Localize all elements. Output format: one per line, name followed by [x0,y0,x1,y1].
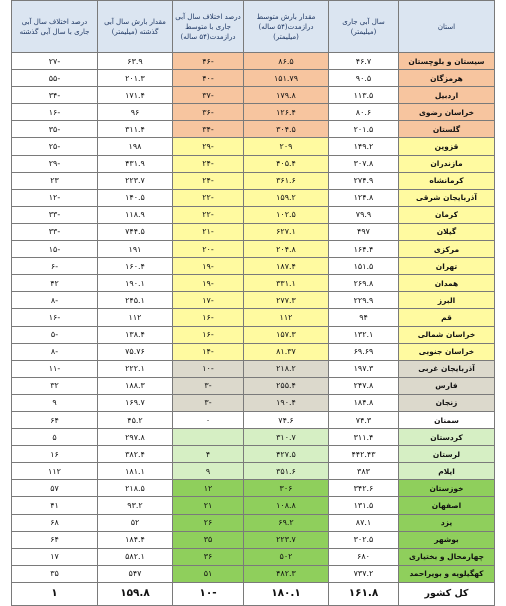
cell-previous: ۲۲۳.۷ [98,172,173,189]
cell-average: ۴۸۲.۳ [244,565,329,582]
cell-province: یزد [399,514,495,531]
cell-average: ۳۳۱.۱ [244,275,329,292]
cell-previous: ۱۷۱.۴ [98,87,173,104]
cell-current: ۴۴۲.۴۳ [329,446,399,463]
cell-average: ۲۲۳.۷ [244,531,329,548]
cell-percent-vs-previous: ۴۱ [12,497,98,514]
table-row [12,548,495,565]
cell-percent-vs-previous: ۲۳ [12,172,98,189]
cell-current: ۱۶۴.۴ [329,241,399,258]
cell-current: ۸۷.۱ [329,514,399,531]
cell-percent-vs-average: -۲۰ [173,241,244,258]
cell-current: ۷۳۷.۲ [329,565,399,582]
cell-percent-vs-previous: -۳۳ [12,223,98,240]
cell-previous: ۹۶ [98,104,173,121]
cell-previous: ۱۸۸.۳ [98,377,173,394]
cell-previous: ۹۳.۲ [98,497,173,514]
table-row [12,189,495,206]
cell-previous: ۱۳۸.۴ [98,326,173,343]
cell-province: اصفهان [399,497,495,514]
cell-province: گیلان [399,223,495,240]
cell-average: ۲۱۸.۲ [244,360,329,377]
cell-current: ۹۰.۵ [329,70,399,87]
table-row [12,514,495,531]
table-row [12,53,495,70]
cell-previous: ۱۹۸ [98,138,173,155]
cell-current: ۱۳۱.۵ [329,497,399,514]
cell-province: قم [399,309,495,326]
cell-percent-vs-previous: -۳۳ [12,206,98,223]
table-row [12,377,495,394]
cell-average: ۷۴.۶ [244,411,329,428]
cell-percent-vs-average: -۱۴ [173,343,244,360]
cell-previous: ۴۵.۲ [98,411,173,428]
cell-percent-vs-average: -۲۹ [173,138,244,155]
cell-average: ۳۱۰.۷ [244,429,329,446]
cell-province: اردبیل [399,87,495,104]
cell-percent-vs-previous: ۳۵ [12,565,98,582]
cell-percent-vs-previous: -۸ [12,292,98,309]
table-row [12,292,495,309]
cell-average: ۲۷۷.۳ [244,292,329,309]
cell-average: ۲۰۹ [244,138,329,155]
cell-province: لرستان [399,446,495,463]
cell-percent-vs-previous: ۱۶ [12,446,98,463]
cell-current: ۲۶۹.۸ [329,275,399,292]
cell-percent-vs-previous: -۱۶ [12,309,98,326]
cell-percent-vs-previous: -۳۴ [12,87,98,104]
cell-current: ۸۰.۶ [329,104,399,121]
cell-previous: ۲۰۱.۳ [98,70,173,87]
table-row [12,463,495,480]
cell-previous: ۱۱۲ [98,309,173,326]
cell-average: ۴۰۵.۴ [244,155,329,172]
cell-current: ۴۹۷ [329,223,399,240]
table-row [12,429,495,446]
table-row [12,70,495,87]
total-row [12,582,495,605]
cell-province: چهارمحال و بختیاری [399,548,495,565]
cell-current: ۲۴۷.۸ [329,377,399,394]
cell-current: ۱۴۹.۲ [329,138,399,155]
cell-previous: ۱۱۸.۹ [98,206,173,223]
cell-average: ۶۲۷.۱ [244,223,329,240]
total-average: ۱۸۰.۱ [244,582,329,605]
cell-percent-vs-average: -۴۶ [173,53,244,70]
cell-percent-vs-average: ۳۵ [173,531,244,548]
cell-average: ۱۵۱.۷۹ [244,70,329,87]
cell-percent-vs-previous: ۱۱۲ [12,463,98,480]
cell-percent-vs-average: -۴۰ [173,70,244,87]
rainfall-table-container [11,0,494,601]
total-percent-vs-previous: ۱ [12,582,98,605]
table-row [12,258,495,275]
table-row [12,309,495,326]
header-province: استان [399,1,495,53]
table-row [12,480,495,497]
cell-province: مرکزی [399,241,495,258]
cell-province: کهگیلویه و بویراحمد [399,565,495,582]
cell-province: فارس [399,377,495,394]
cell-average: ۸۶.۵ [244,53,329,70]
cell-province: تهران [399,258,495,275]
cell-percent-vs-average: ۰ [173,411,244,428]
cell-percent-vs-average: ۲۶ [173,514,244,531]
cell-province: کردستان [399,429,495,446]
cell-previous: ۱۸۴.۴ [98,531,173,548]
cell-current: ۳۸۳ [329,463,399,480]
cell-province: بوشهر [399,531,495,548]
total-current: ۱۶۱.۸ [329,582,399,605]
cell-percent-vs-average: -۱۹ [173,258,244,275]
cell-current: ۲۷۴.۹ [329,172,399,189]
cell-current: ۳۰۲.۵ [329,531,399,548]
table-body [12,53,495,583]
header-previous-year: مقدار بارش سال آبی گذشته (میلیمتر) [98,1,173,53]
cell-current: ۳۱۱.۴ [329,429,399,446]
table-row [12,87,495,104]
cell-province: آذربایجان شرقی [399,189,495,206]
table-row [12,360,495,377]
table-row [12,446,495,463]
cell-current: ۴۶.۷ [329,53,399,70]
cell-percent-vs-previous: -۵۵ [12,70,98,87]
cell-percent-vs-average: -۲۴ [173,172,244,189]
cell-percent-vs-average: -۳ [173,377,244,394]
cell-percent-vs-average: -۱۰ [173,360,244,377]
cell-percent-vs-average: -۳۷ [173,87,244,104]
cell-percent-vs-previous: -۱۱ [12,360,98,377]
cell-current: ۳۴۲.۶ [329,480,399,497]
cell-average: ۱۰۸.۸ [244,497,329,514]
cell-percent-vs-average: ۴ [173,446,244,463]
cell-percent-vs-previous: ۵ [12,429,98,446]
table-row [12,138,495,155]
header-current-year: سال آبی جاری (میلیمتر) [329,1,399,53]
cell-province: سمنان [399,411,495,428]
cell-percent-vs-previous: -۱۶ [12,104,98,121]
cell-current: ۹۴ [329,309,399,326]
table-row [12,394,495,411]
cell-previous: ۱۸۱.۱ [98,463,173,480]
cell-percent-vs-average: -۳ [173,394,244,411]
table-row [12,343,495,360]
cell-percent-vs-previous: -۲۵ [12,138,98,155]
table-row [12,241,495,258]
header-percent-vs-average: درصد اختلاف سال آبی جاری با متوسط درازمدت(۵۴ ساله) [173,1,244,53]
cell-percent-vs-average: -۲۴ [173,155,244,172]
cell-percent-vs-average [173,429,244,446]
cell-percent-vs-average: -۳۶ [173,104,244,121]
cell-average: ۶۹.۲ [244,514,329,531]
table-row [12,411,495,428]
cell-average: ۳۰۶ [244,480,329,497]
cell-average: ۱۵۹.۲ [244,189,329,206]
cell-average: ۴۲۷.۵ [244,446,329,463]
cell-province: خوزستان [399,480,495,497]
cell-previous: ۱۹۱ [98,241,173,258]
header-percent-vs-previous: درصد اختلاف سال آبی جاری با سال آبی گذشته [12,1,98,53]
cell-province: کرمان [399,206,495,223]
cell-percent-vs-previous: ۶۸ [12,514,98,531]
cell-previous: ۱۴۰.۵ [98,189,173,206]
cell-average: ۱۵۷.۳ [244,326,329,343]
cell-average: ۸۱.۳۷ [244,343,329,360]
cell-previous: ۵۸۲.۱ [98,548,173,565]
cell-current: ۱۵۱.۵ [329,258,399,275]
cell-percent-vs-previous: ۱۷ [12,548,98,565]
cell-percent-vs-previous: -۱۵ [12,241,98,258]
cell-current: ۶۹.۶۹ [329,343,399,360]
cell-percent-vs-average: -۲۲ [173,189,244,206]
cell-percent-vs-average: ۱۲ [173,480,244,497]
table-row [12,531,495,548]
cell-province: هرمزگان [399,70,495,87]
cell-percent-vs-previous: ۵۷ [12,480,98,497]
cell-percent-vs-average: -۱۶ [173,326,244,343]
cell-previous: ۷۵.۷۶ [98,343,173,360]
cell-previous: ۲۴۵.۱ [98,292,173,309]
table-row [12,206,495,223]
cell-previous: ۱۶۰.۴ [98,258,173,275]
cell-percent-vs-previous: ۴۲ [12,275,98,292]
cell-percent-vs-average: ۳۶ [173,548,244,565]
table-row [12,565,495,582]
cell-percent-vs-average: -۳۴ [173,121,244,138]
cell-province: البرز [399,292,495,309]
cell-current: ۶۸۰ [329,548,399,565]
cell-average: ۱۷۹.۸ [244,87,329,104]
total-previous: ۱۵۹.۸ [98,582,173,605]
cell-previous: ۶۳.۹ [98,53,173,70]
cell-previous: ۱۹۰.۱ [98,275,173,292]
table-row [12,121,495,138]
cell-previous: ۵۲ [98,514,173,531]
cell-province: گلستان [399,121,495,138]
cell-province: کرمانشاه [399,172,495,189]
cell-average: ۲۰۴.۸ [244,241,329,258]
cell-province: آذربایجان غربی [399,360,495,377]
cell-previous: ۷۴۴.۵ [98,223,173,240]
cell-current: ۳۰۷.۸ [329,155,399,172]
cell-percent-vs-average: ۵۱ [173,565,244,582]
cell-percent-vs-previous: ۶۴ [12,411,98,428]
table-row [12,326,495,343]
cell-province: زنجان [399,394,495,411]
table-row [12,223,495,240]
cell-percent-vs-previous: ۳۲ [12,377,98,394]
cell-percent-vs-average: ۲۱ [173,497,244,514]
cell-current: ۱۸۴.۸ [329,394,399,411]
cell-average: ۱۱۲ [244,309,329,326]
cell-average: ۱۹۰.۴ [244,394,329,411]
cell-percent-vs-previous: ۶۴ [12,531,98,548]
cell-current: ۱۹۷.۳ [329,360,399,377]
cell-previous: ۳۸۲.۴ [98,446,173,463]
total-province: کل کشور [399,582,495,605]
cell-previous: ۲۲۲.۱ [98,360,173,377]
cell-percent-vs-average: -۱۹ [173,275,244,292]
cell-percent-vs-previous: -۲۷ [12,53,98,70]
cell-previous: ۵۴۷ [98,565,173,582]
cell-province: خراسان شمالی [399,326,495,343]
cell-province: همدان [399,275,495,292]
rainfall-table [11,0,495,606]
table-row [12,155,495,172]
cell-province: خراسان رضوی [399,104,495,121]
total-percent-vs-average: -۱۰ [173,582,244,605]
cell-percent-vs-previous: ۹ [12,394,98,411]
cell-previous: ۲۹۷.۸ [98,429,173,446]
table-row [12,104,495,121]
cell-percent-vs-previous: -۵ [12,326,98,343]
cell-average: ۳۰۴.۵ [244,121,329,138]
cell-previous: ۱۶۹.۷ [98,394,173,411]
cell-average: ۲۵۵.۴ [244,377,329,394]
cell-current: ۷۹.۹ [329,206,399,223]
cell-province: مازندران [399,155,495,172]
cell-average: ۳۶۱.۶ [244,172,329,189]
cell-average: ۱۰۲.۵ [244,206,329,223]
cell-current: ۲۲۹.۹ [329,292,399,309]
cell-percent-vs-average: -۲۱ [173,223,244,240]
cell-previous: ۲۱۸.۵ [98,480,173,497]
cell-percent-vs-previous: -۱۲ [12,189,98,206]
cell-current: ۱۲۴.۸ [329,189,399,206]
cell-percent-vs-previous: -۳۵ [12,121,98,138]
cell-province: خراسان جنوبی [399,343,495,360]
header-row [12,1,495,53]
cell-current: ۲۰۱.۵ [329,121,399,138]
cell-current: ۱۱۳.۵ [329,87,399,104]
cell-province: سیستان و بلوچستان [399,53,495,70]
cell-percent-vs-previous: -۸ [12,343,98,360]
cell-average: ۳۵۱.۶ [244,463,329,480]
cell-average: ۱۸۷.۴ [244,258,329,275]
cell-province: قزوین [399,138,495,155]
cell-average: ۱۲۶.۴ [244,104,329,121]
cell-percent-vs-previous: -۶ [12,258,98,275]
table-row [12,275,495,292]
cell-current: ۱۳۲.۱ [329,326,399,343]
header-long-term-average: مقدار بارش متوسط درازمدت(۵۴ ساله) (میلیمتر) [244,1,329,53]
cell-percent-vs-average: ۹ [173,463,244,480]
table-row [12,497,495,514]
cell-average: ۵۰۲ [244,548,329,565]
cell-percent-vs-previous: -۲۹ [12,155,98,172]
cell-previous: ۴۳۱.۹ [98,155,173,172]
cell-previous: ۳۱۱.۴ [98,121,173,138]
cell-current: ۷۴.۳ [329,411,399,428]
cell-percent-vs-average: -۱۷ [173,292,244,309]
table-row [12,172,495,189]
cell-percent-vs-average: -۱۶ [173,309,244,326]
cell-province: ایلام [399,463,495,480]
cell-percent-vs-average: -۲۲ [173,206,244,223]
